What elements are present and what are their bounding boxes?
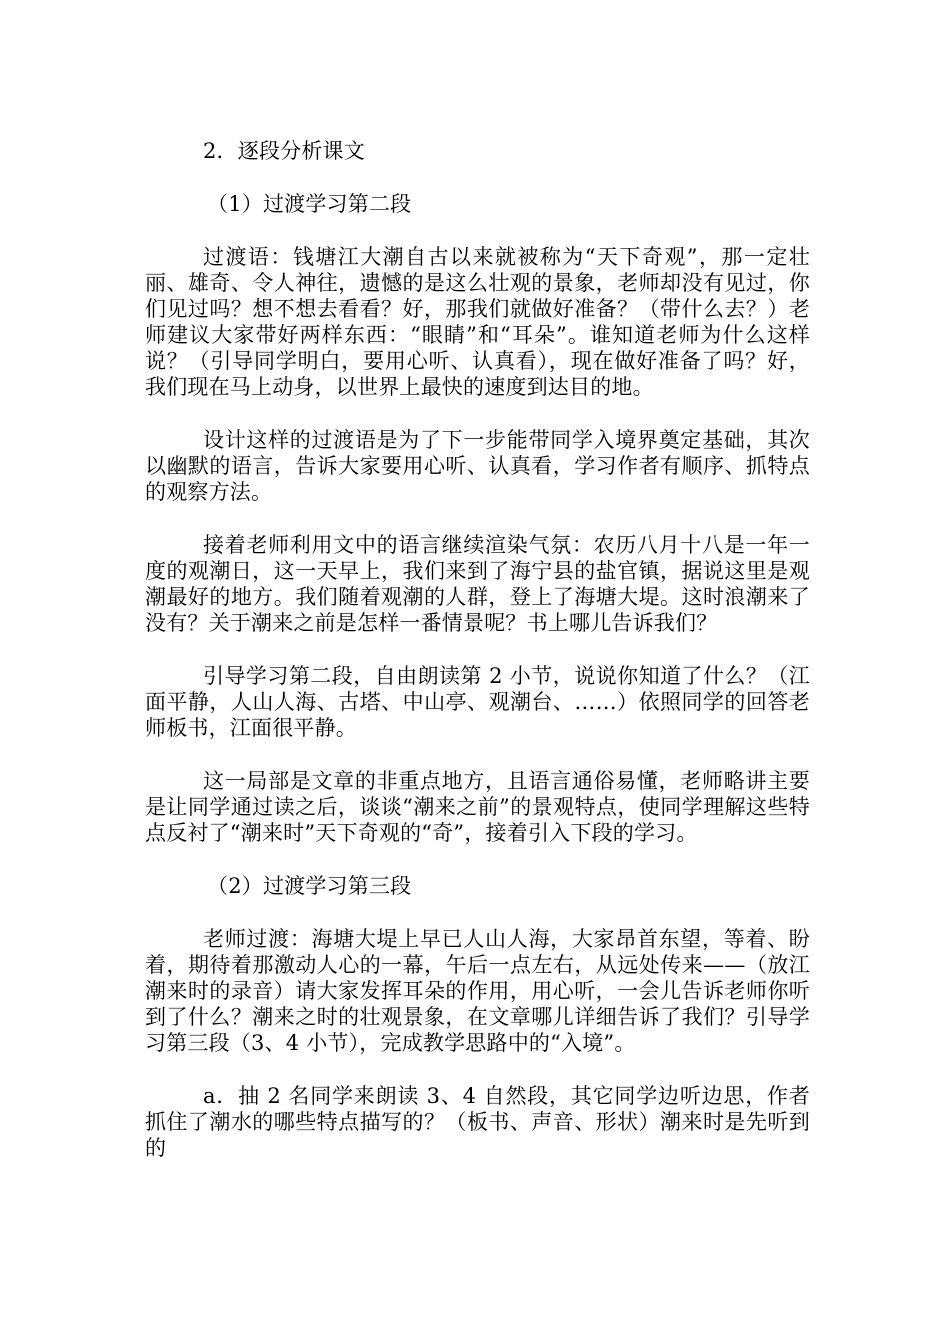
step-a-paragraph: a．抽 2 名同学来朗读 3、4 自然段，其它同学边听边思，作者抓住了潮水的哪些特点描写的？（板书、声音、形状）潮来时是先听到的 xyxy=(145,1084,810,1160)
nonkey-paragraph: 这一局部是文章的非重点地方，且语言通俗易懂，老师略讲主要是让同学通过读之后，谈谈“潮来之前”的景观特点，使同学理解这些特点反衬了“潮来时”天下奇观的“奇”，接着引入下段的学习。 xyxy=(145,769,810,845)
spacer xyxy=(145,400,810,427)
spacer xyxy=(145,636,810,663)
spacer xyxy=(145,846,810,873)
atmosphere-paragraph: 接着老师利用文中的语言继续渲染气氛：农历八月十八是一年一度的观潮日，这一天早上，我们来到了海宁县的盐官镇，据说这里是观潮最好的地方。我们随着观潮的人群，登上了海塘大堤。这时浪潮来了没有？关于潮来之前是怎样一番情景呢？书上哪儿告诉我们？ xyxy=(145,533,810,635)
spacer xyxy=(145,741,810,768)
part1-heading: （1）过渡学习第二段 xyxy=(207,192,412,216)
spacer xyxy=(145,217,810,244)
teacher-transition-paragraph: 老师过渡：海塘大堤上早已人山人海，大家昂首东望，等着、盼着，期待着那激动人心的一幕，午后一点左右，从远处传来——（放江潮来时的录音）请大家发挥耳朵的作用，用心听，一会儿告诉老师你听到了什么？潮来之时的壮观景象，在文章哪儿详细告诉了我们？引导学习第三段（3、4 小节），完成教学思路中的“入境”。 xyxy=(145,927,810,1055)
design-paragraph: 设计这样的过渡语是为了下一步能带同学入境界奠定基础，其次以幽默的语言，告诉大家要用心听、认真看，学习作者有顺序、抓特点的观察方法。 xyxy=(145,428,810,504)
spacer xyxy=(145,899,810,926)
spacer xyxy=(145,1056,810,1083)
spacer xyxy=(145,505,810,532)
document-body xyxy=(145,138,810,1161)
part2-heading: （2）过渡学习第三段 xyxy=(207,874,412,898)
transition-paragraph: 过渡语：钱塘江大潮自古以来就被称为“天下奇观”，那一定壮丽、雄奇、令人神往，遗憾的是这么壮观的景象，老师却没有见过，你们见过吗？想不想去看看？好，那我们就做好准备？（带什么去？）老师建议大家带好两样东西：“眼睛”和“耳朵”。谁知道老师为什么这样说？（引导同学明白，要用心听、认真看），现在做好准备了吗？好，我们现在马上动身，以世界上最快的速度到达目的地。 xyxy=(145,245,810,399)
spacer xyxy=(145,164,810,191)
guide-part2-paragraph: 引导学习第二段，自由朗读第 2 小节，说说你知道了什么？（江面平静，人山人海、古塔、中山亭、观潮台、……）依照同学的回答老师板书，江面很平静。 xyxy=(145,664,810,740)
section-heading: 2．逐段分析课文 xyxy=(203,139,365,163)
